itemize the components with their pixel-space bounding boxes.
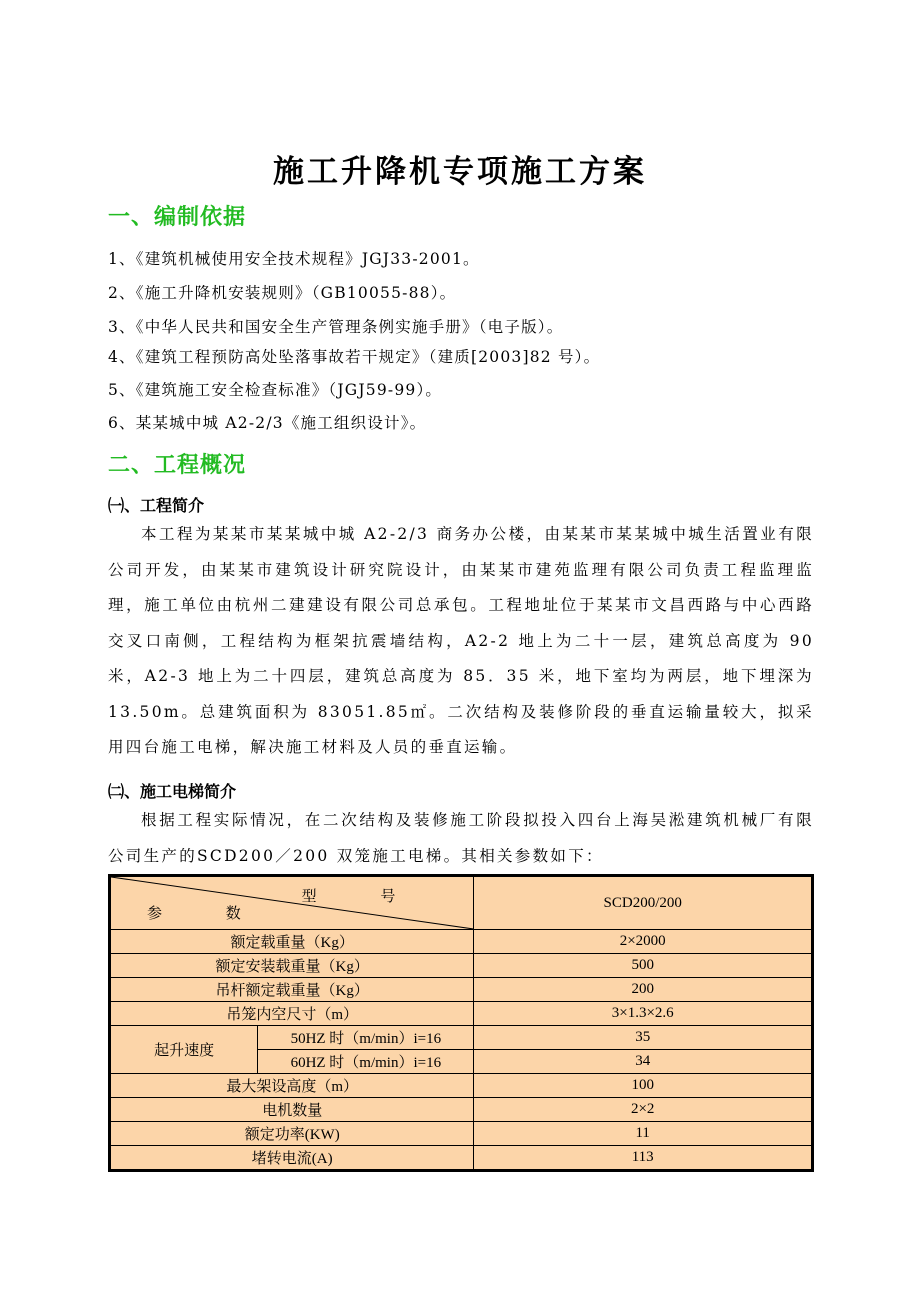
param-value: 100	[474, 1074, 813, 1098]
table-row	[110, 1074, 813, 1098]
document-title: 施工升降机专项施工方案	[273, 154, 647, 190]
param-label: 电机数量	[110, 1098, 474, 1122]
table-header-row	[110, 876, 813, 930]
section-heading-overview: 二、工程概况	[108, 452, 247, 478]
table-row	[110, 1002, 813, 1026]
param-value: 3×1.3×2.6	[474, 1002, 813, 1026]
section-heading-basis: 一、编制依据	[108, 204, 247, 230]
param-label: 堵转电流(A)	[110, 1146, 474, 1171]
table-row	[110, 1026, 813, 1050]
header-model-label: 型 号	[301, 889, 426, 905]
parameter-table	[108, 874, 814, 1172]
subsection-heading-elevator: ㈡、施工电梯简介	[108, 782, 237, 801]
model-value-cell: SCD200/200	[474, 876, 813, 930]
param-value: 11	[474, 1122, 813, 1146]
reference-item: 5、《建筑施工安全检查标准》（JGJ59-99）。	[108, 381, 443, 399]
table-row	[110, 978, 813, 1002]
reference-item: 3、《中华人民共和国安全生产管理条例实施手册》（电子版）。	[108, 318, 564, 336]
speed-label: 起升速度	[110, 1026, 258, 1074]
table-row	[110, 1122, 813, 1146]
table-row	[110, 1098, 813, 1122]
table-row	[110, 954, 813, 978]
param-label: 最大架设高度（m）	[110, 1074, 474, 1098]
param-value: 2×2000	[474, 930, 813, 954]
param-value: 200	[474, 978, 813, 1002]
header-param-label: 参 数	[147, 906, 271, 922]
param-label: 额定安装载重量（Kg）	[110, 954, 474, 978]
param-value: 35	[474, 1026, 813, 1050]
param-label: 60HZ 时（m/min）i=16	[258, 1050, 474, 1074]
param-label: 吊笼内空尺寸（m）	[110, 1002, 474, 1026]
subsection-heading-intro: ㈠、工程简介	[108, 496, 205, 515]
table-row	[110, 930, 813, 954]
table-row	[110, 1146, 813, 1171]
reference-item: 1、《建筑机械使用安全技术规程》JGJ33-2001。	[108, 250, 480, 268]
param-label: 额定载重量（Kg）	[110, 930, 474, 954]
param-label: 吊杆额定载重量（Kg）	[110, 978, 474, 1002]
param-label: 额定功率(KW)	[110, 1122, 474, 1146]
param-value: 500	[474, 954, 813, 978]
reference-item: 2、《施工升降机安装规则》（GB10055-88）。	[108, 284, 457, 302]
param-value: 113	[474, 1146, 813, 1171]
reference-item: 4、《建筑工程预防高处坠落事故若干规定》（建质[2003]82 号）。	[108, 348, 601, 366]
param-value: 34	[474, 1050, 813, 1074]
reference-item: 6、某某城中城 A2-2/3《施工组织设计》。	[108, 414, 427, 432]
elevator-paragraph: 根据工程实际情况，在二次结构及装修施工阶段拟投入四台上海吴淞建筑机械厂有限公司生产的SCD200／200 双笼施工电梯。其相关参数如下：	[108, 811, 814, 865]
intro-paragraph: 本工程为某某市某某城中城 A2-2/3 商务办公楼，由某某市某某城中城生活置业有限公司开发，由某某市建筑设计研究院设计，由某某市建苑监理有限公司负责工程监理监理，施工单位由杭州二建建设有限公司总承包。工程地址位于某某市文昌西路与中心西路交叉口南侧，工程结构为框架抗震墙结构，A2-2 地上为二十一层，建筑总高度为 90 米，A2-3 地上为二十四层，建筑总高度为 85．35 米，地下室均为两层，地下埋深为 13.50m。总建筑面积为 83051.85㎡。二次结构及装修阶段的垂直运输量较大，拟采用四台施工电梯，解决施工材料及人员的垂直运输。	[108, 525, 814, 756]
param-label: 50HZ 时（m/min）i=16	[258, 1026, 474, 1050]
param-value: 2×2	[474, 1098, 813, 1122]
diagonal-header-cell	[110, 876, 474, 930]
